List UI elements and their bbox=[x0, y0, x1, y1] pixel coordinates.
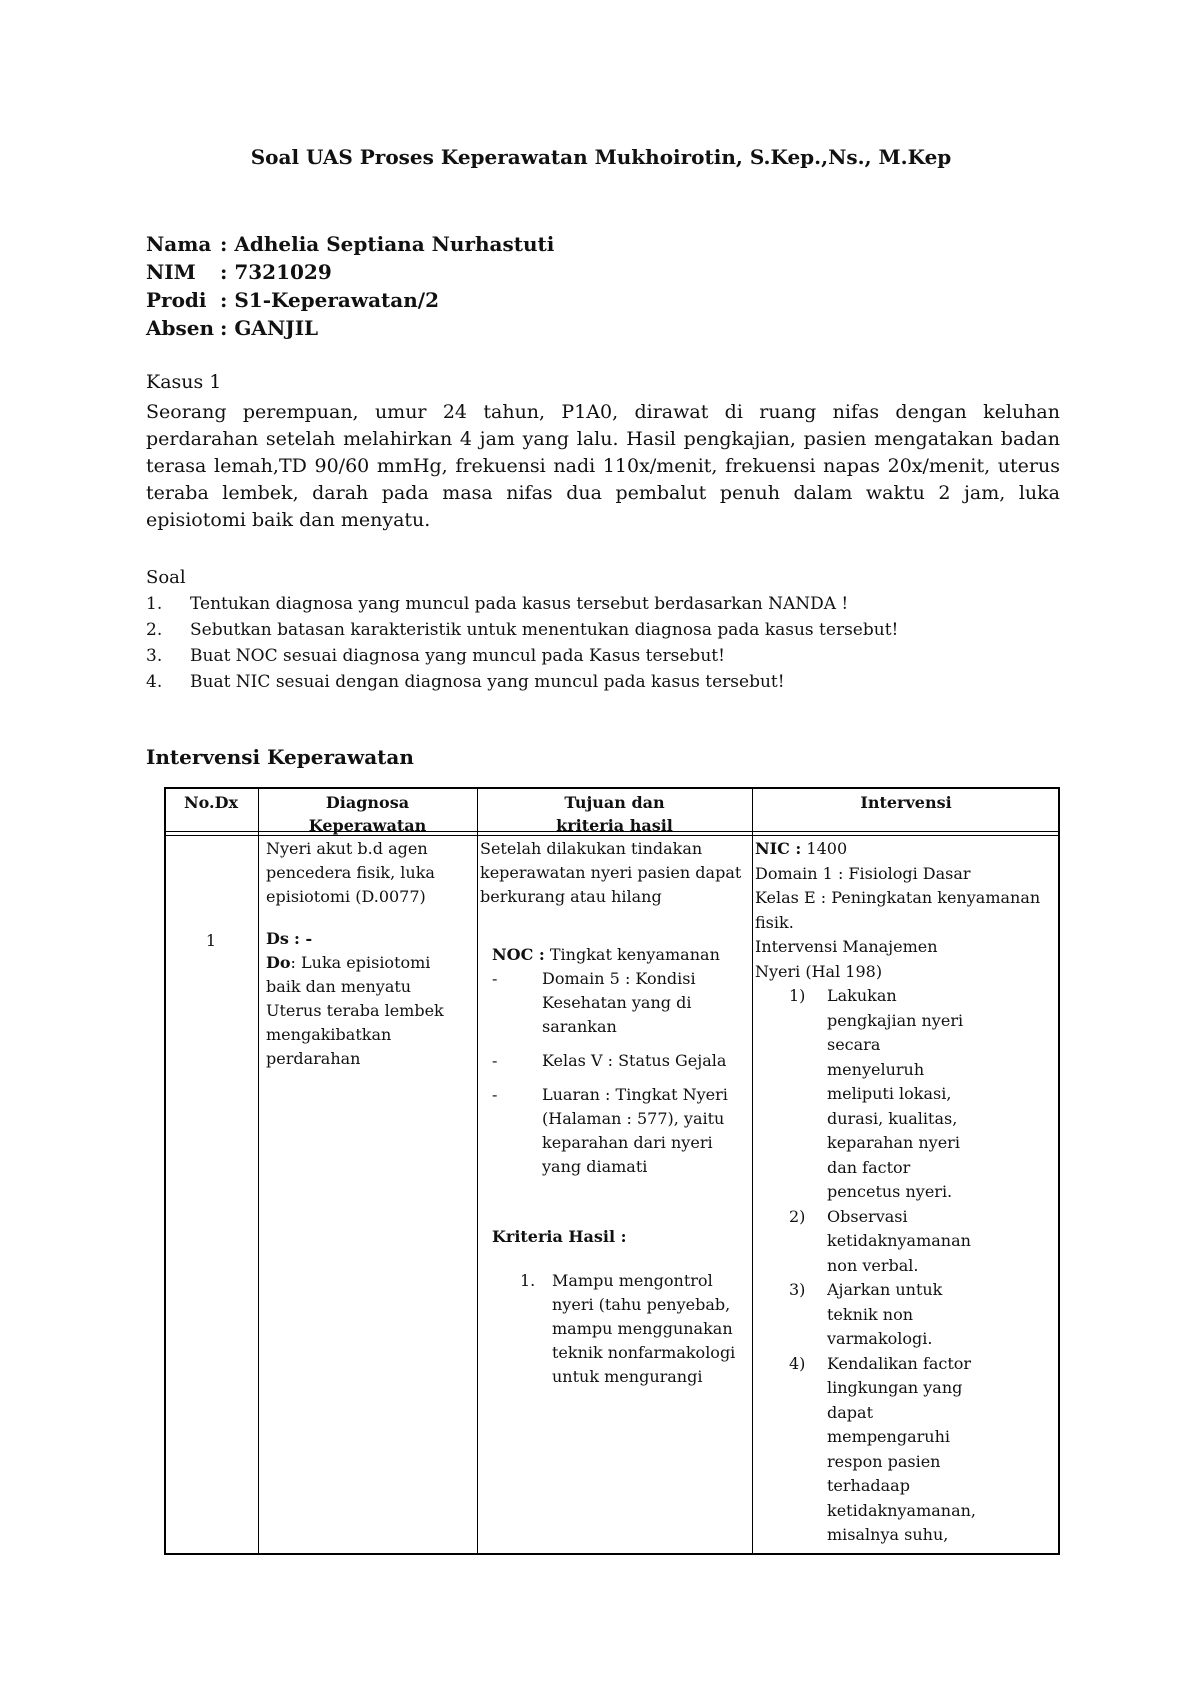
intervention-table bbox=[164, 787, 1060, 1555]
noc-value: Tingkat kenyamanan bbox=[549, 945, 720, 964]
column-divider bbox=[752, 787, 753, 1555]
kriteria-item bbox=[480, 1269, 748, 1389]
kriteria-text: Mampu mengontrol nyeri (tahu penyebab, mampu menggunakan teknik nonfarmakologi untuk mengurangi bbox=[552, 1271, 736, 1386]
header-tujuan bbox=[477, 791, 752, 837]
identity-value: : 7321029 bbox=[220, 260, 332, 284]
question-text: Buat NOC sesuai diagnosa yang muncul pada Kasus tersebut! bbox=[190, 646, 725, 666]
questions-list bbox=[146, 591, 898, 695]
question-number: 3. bbox=[146, 646, 163, 666]
do-label: Do bbox=[266, 953, 291, 972]
column-divider bbox=[258, 787, 259, 1555]
document-title: Soal UAS Proses Keperawatan Mukhoirotin, S.Kep.,Ns., M.Kep bbox=[250, 145, 952, 169]
identity-row-absen bbox=[146, 314, 554, 342]
nic-number: 2) bbox=[789, 1206, 806, 1226]
nic-number: 3) bbox=[789, 1280, 806, 1299]
nic-kelas: Kelas E : Peningkatan kenyamanan fisik. bbox=[755, 888, 1041, 932]
nic-value: 1400 bbox=[806, 839, 848, 858]
ds-value: : - bbox=[293, 929, 313, 948]
dash-bullet: - bbox=[492, 969, 498, 988]
noc-line bbox=[480, 943, 748, 967]
nic-line bbox=[755, 837, 1045, 862]
question-item bbox=[146, 591, 898, 617]
case-description: Seorang perempuan, umur 24 tahun, P1A0, dirawat di ruang nifas dengan keluhan perdarahan setelah melahirkan 4 jam yang lalu. Hasil pengkajian, pasien mengatakan badan terasa lemah,TD 90/60 mmHg, frekuensi nadi 110x/menit, frekuensi napas 20x/menit, uterus teraba lembek, darah pada masa nifas dua pembalut penuh dalam waktu 2 jam, luka episiotomi baik dan menyatu. bbox=[146, 401, 1060, 531]
noc-label: NOC : bbox=[492, 945, 545, 964]
nic-title: Intervensi Manajemen Nyeri (Hal 198) bbox=[755, 937, 938, 981]
nic-number: 1) bbox=[789, 986, 806, 1005]
identity-label: Nama bbox=[146, 232, 212, 256]
do-value: : Luka episiotomi baik dan menyatu bbox=[266, 953, 431, 996]
identity-value: : Adhelia Septiana Nurhastuti bbox=[220, 232, 555, 256]
nic-item bbox=[755, 984, 977, 1205]
question-text: Buat NIC sesuai dengan diagnosa yang muncul pada kasus tersebut! bbox=[190, 672, 785, 692]
identity-row-prodi bbox=[146, 286, 554, 314]
cell-tujuan bbox=[480, 837, 748, 1389]
identity-value: : S1-Keperawatan/2 bbox=[220, 288, 440, 312]
kriteria-label: Kriteria Hasil : bbox=[492, 1227, 627, 1246]
question-item bbox=[146, 669, 898, 695]
cell-intervensi bbox=[755, 837, 1045, 1548]
cell-diagnosa bbox=[266, 837, 456, 1071]
nic-text: Lakukan pengkajian nyeri secara menyeluruh meliputi lokasi, durasi, kualitas, keparahan nyeri dan factor pencetus nyeri. bbox=[827, 986, 964, 1201]
diagnosa-text: Nyeri akut b.d agen pencedera fisik, luka episiotomi (D.0077) bbox=[266, 839, 435, 906]
cell-no-dx: 1 bbox=[205, 931, 217, 950]
nic-domain: Domain 1 : Fisiologi Dasar bbox=[755, 863, 971, 883]
question-item bbox=[146, 617, 898, 643]
dash-bullet: - bbox=[492, 1051, 498, 1070]
column-divider bbox=[477, 787, 478, 1555]
question-item bbox=[146, 643, 898, 669]
nic-number: 4) bbox=[789, 1353, 806, 1373]
identity-row-nama bbox=[146, 230, 554, 258]
ds-label: Ds bbox=[266, 929, 289, 948]
do-line bbox=[266, 951, 456, 999]
question-number: 1. bbox=[146, 594, 163, 614]
noc-item bbox=[480, 1049, 748, 1073]
identity-label: NIM bbox=[146, 260, 196, 284]
question-text: Tentukan diagnosa yang muncul pada kasus tersebut berdasarkan NANDA ! bbox=[190, 594, 849, 614]
ds-line bbox=[266, 927, 456, 951]
noc-item bbox=[480, 967, 748, 1039]
nic-item bbox=[755, 1352, 977, 1548]
header-line: Tujuan dan bbox=[564, 793, 665, 812]
header-intervensi: Intervensi bbox=[860, 793, 952, 812]
nic-label: NIC : bbox=[755, 839, 802, 858]
kriteria-number: 1. bbox=[520, 1271, 536, 1290]
nic-text: Kendalikan factor lingkungan yang dapat mempengaruhi respon pasien terhadaap ketidaknyamanan, misalnya suhu, bbox=[827, 1353, 977, 1544]
noc-item-text: Luaran : Tingkat Nyeri (Halaman : 577), yaitu keparahan dari nyeri yang diamati bbox=[542, 1085, 728, 1176]
nic-text: Observasi ketidaknyamanan non verbal. bbox=[827, 1206, 971, 1275]
dash-bullet: - bbox=[492, 1085, 498, 1104]
noc-item bbox=[480, 1083, 748, 1179]
nic-text: Ajarkan untuk teknik non varmakologi. bbox=[827, 1280, 943, 1348]
nic-item bbox=[755, 1278, 977, 1352]
section-heading: Intervensi Keperawatan bbox=[146, 745, 414, 769]
tujuan-intro: Setelah dilakukan tindakan keperawatan nyeri pasien dapat berkurang atau hilang bbox=[480, 839, 742, 906]
nic-item bbox=[755, 1205, 977, 1279]
header-line: Diagnosa bbox=[325, 793, 410, 812]
question-number: 2. bbox=[146, 620, 163, 640]
identity-label: Prodi bbox=[146, 288, 207, 312]
questions-label: Soal bbox=[146, 567, 186, 588]
header-line: Keperawatan bbox=[308, 816, 427, 835]
question-number: 4. bbox=[146, 672, 163, 692]
header-line: kriteria hasil bbox=[556, 816, 673, 835]
header-no-dx: No.Dx bbox=[184, 793, 238, 812]
noc-item-text: Domain 5 : Kondisi Kesehatan yang di sarankan bbox=[542, 969, 696, 1036]
header-diagnosa bbox=[258, 791, 477, 837]
question-text: Sebutkan batasan karakteristik untuk menentukan diagnosa pada kasus tersebut! bbox=[190, 620, 899, 640]
student-identity bbox=[146, 230, 554, 342]
identity-label: Absen bbox=[146, 316, 215, 340]
noc-item-text: Kelas V : Status Gejala bbox=[542, 1051, 727, 1070]
identity-value: : GANJIL bbox=[220, 316, 319, 340]
case-label: Kasus 1 bbox=[146, 371, 222, 393]
diagnosa-extra: Uterus teraba lembek mengakibatkan perdarahan bbox=[266, 1001, 444, 1068]
identity-row-nim bbox=[146, 258, 554, 286]
